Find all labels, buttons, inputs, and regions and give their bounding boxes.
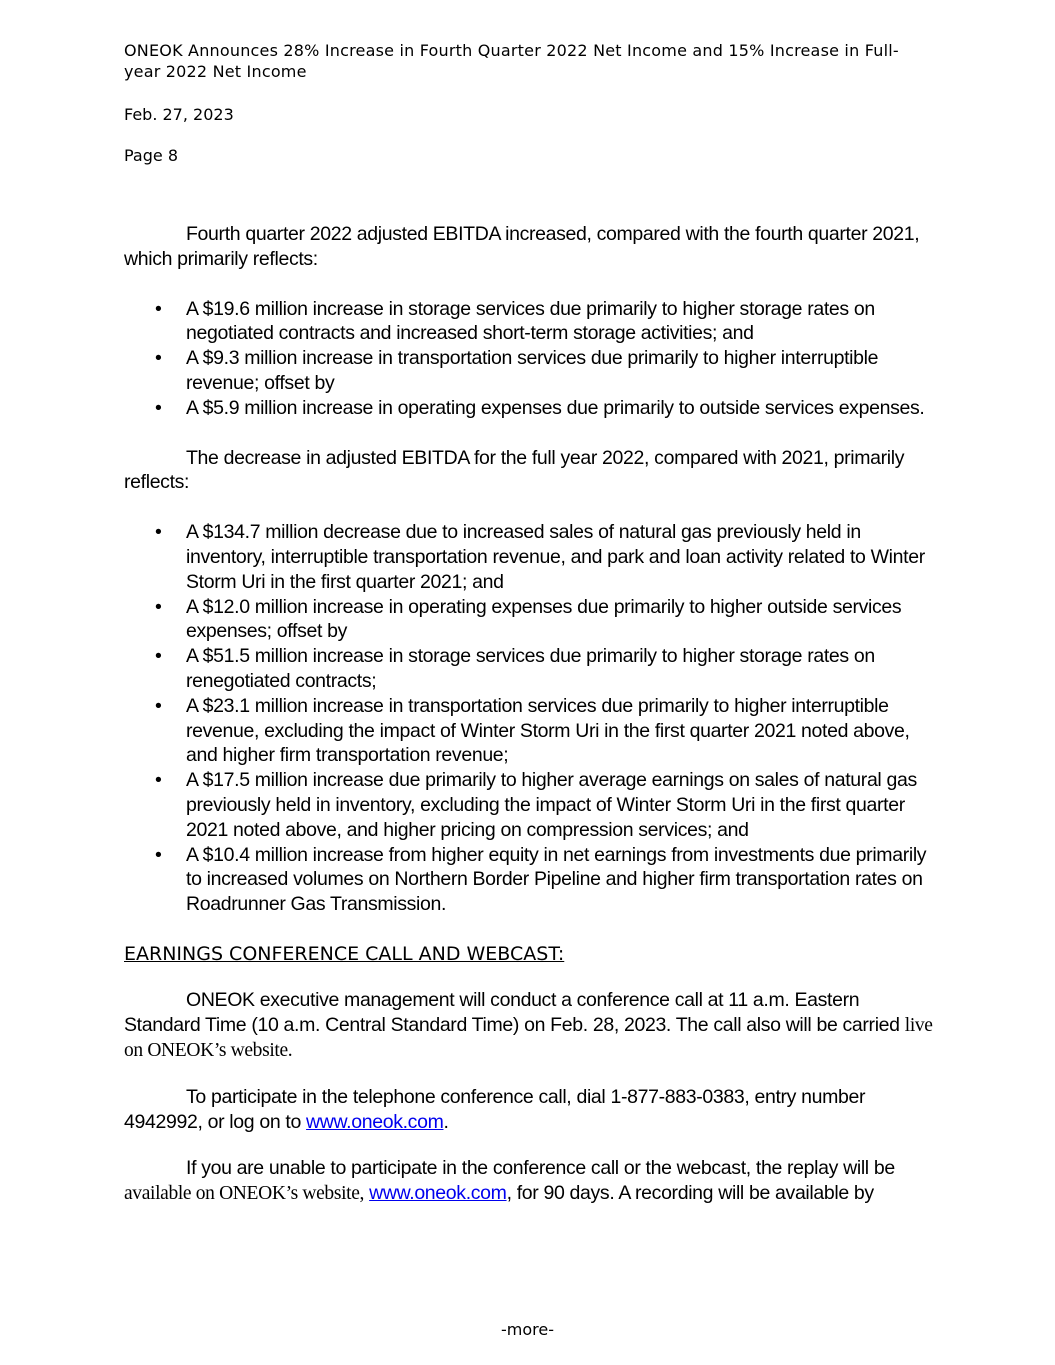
replay-paragraph: If you are unable to participate in the conference call or the webcast, the replay will be available on ONEOK’s website, www.oneok.com, for 90 days. A recording will be available by	[124, 1156, 895, 1204]
bullet-icon: •	[155, 694, 162, 717]
bullet-icon: •	[155, 396, 162, 419]
fy-bullet-list	[124, 520, 934, 917]
bullet-icon: •	[155, 595, 162, 618]
page-number: Page 8	[124, 146, 178, 165]
q4-bullet-list	[124, 297, 934, 421]
bullet-icon: •	[155, 843, 162, 866]
list-item: • A $134.7 million decrease due to increased sales of natural gas previously held in inventory, interruptible transportation revenue, and park and loan activity related to Winter Storm Uri in the first quarter 2021; and	[155, 521, 925, 593]
list-item: • A $5.9 million increase in operating expenses due primarily to outside services expenses.	[155, 396, 925, 419]
title-line-2: year 2022 Net Income	[124, 62, 307, 81]
bullet-icon: •	[155, 769, 162, 792]
list-item: • A $51.5 million increase in storage services due primarily to higher storage rates on renegotiated contracts;	[155, 645, 875, 692]
list-item: • A $9.3 million increase in transportation services due primarily to higher interruptible revenue; offset by	[155, 347, 879, 394]
press-release-title	[124, 40, 924, 82]
document-body	[124, 222, 934, 1206]
title-line-1: ONEOK Announces 28% Increase in Fourth Quarter 2022 Net Income and 15% Increase in Full-	[124, 41, 899, 60]
conference-call-paragraph: ONEOK executive management will conduct a conference call at 11 a.m. Eastern Standard Time (10 a.m. Central Standard Time) on Feb. 28, 2023. The call also will be carried live on ONEOK’s website.	[124, 988, 933, 1062]
bullet-icon: •	[155, 297, 162, 320]
release-date: Feb. 27, 2023	[124, 105, 234, 124]
telephone-paragraph: To participate in the telephone conference call, dial 1-877-883-0383, entry number 4942992, or log on to www.oneok.com.	[124, 1086, 866, 1133]
bullet-icon: •	[155, 521, 162, 544]
list-item: • A $12.0 million increase in operating expenses due primarily to higher outside services expenses; offset by	[155, 595, 902, 643]
list-item: • A $19.6 million increase in storage services due primarily to higher storage rates on negotiated contracts and increased short-term storage activities; and	[155, 297, 875, 345]
oneok-website-link[interactable]: www.oneok.com	[369, 1181, 507, 1204]
q4-intro-paragraph: Fourth quarter 2022 adjusted EBITDA increased, compared with the fourth quarter 2021, which primarily reflects:	[124, 223, 920, 270]
continued-marker: -more-	[501, 1320, 554, 1339]
bullet-icon: •	[155, 645, 162, 668]
bullet-icon: •	[155, 347, 162, 370]
list-item: • A $17.5 million increase due primarily to higher average earnings on sales of natural gas previously held in inventory, excluding the impact of Winter Storm Uri in the first quarter 2021 noted above, and higher pricing on compression services; and	[155, 769, 917, 841]
oneok-website-link[interactable]: www.oneok.com	[306, 1110, 444, 1133]
list-item: • A $10.4 million increase from higher equity in net earnings from investments due primarily to increased volumes on Northern Border Pipeline and higher firm transportation rates on Roadrunner Gas Transmission.	[155, 843, 927, 916]
fy-intro-paragraph: The decrease in adjusted EBITDA for the full year 2022, compared with 2021, primarily reflects:	[124, 446, 905, 494]
section-heading: EARNINGS CONFERENCE CALL AND WEBCAST:	[124, 942, 565, 965]
list-item: • A $23.1 million increase in transportation services due primarily to higher interruptible revenue, excluding the impact of Winter Storm Uri in the first quarter 2021 noted above, and higher firm transportation revenue;	[155, 694, 910, 767]
